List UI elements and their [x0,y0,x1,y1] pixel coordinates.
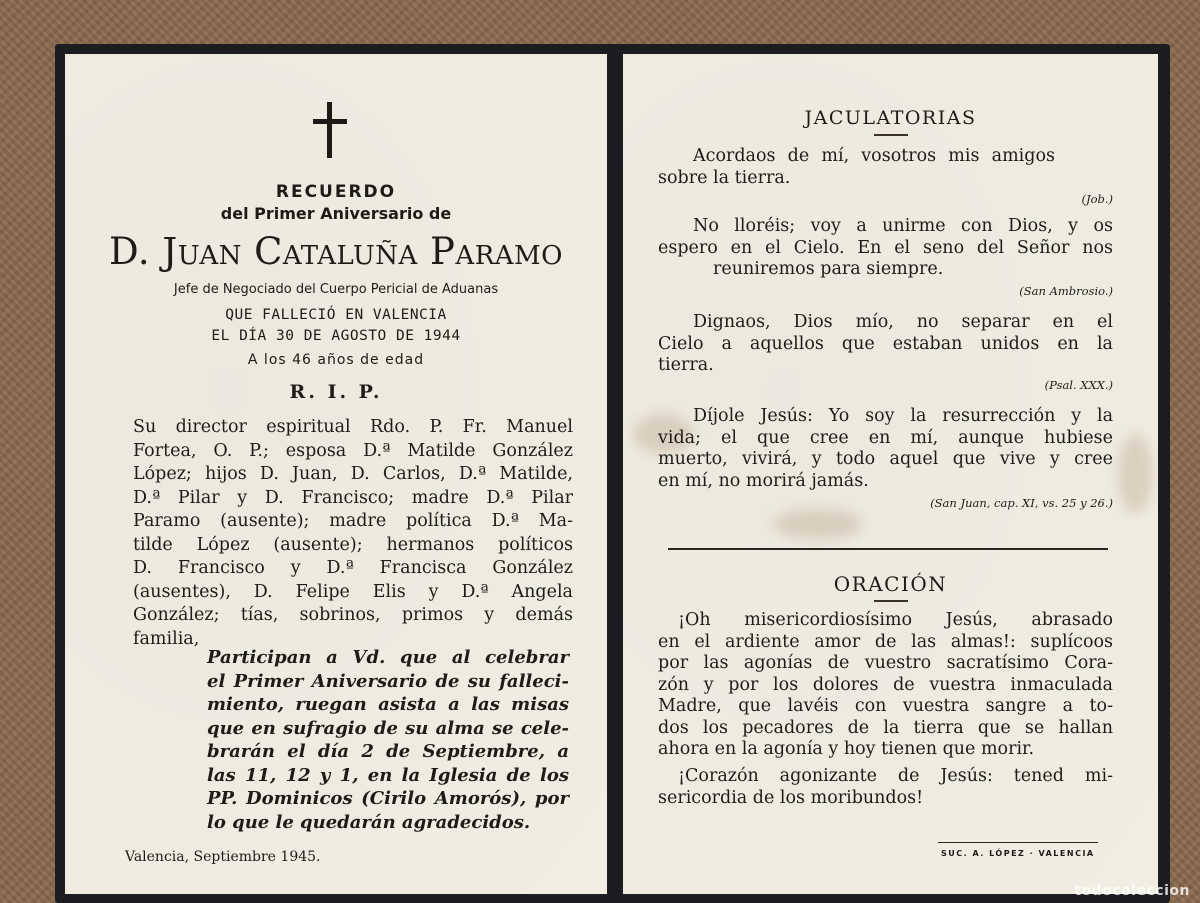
title-ornament [874,600,908,602]
jaculatoria-1 [658,146,1055,189]
text-line: sobre la tierra. [658,167,791,188]
death-place: QUE FALLECIÓ EN VALENCIA [225,307,447,323]
jaculatoria-3 [658,312,1113,377]
section-divider [668,548,1108,550]
jaculatorias-title: JACULATORIAS [804,107,977,129]
text-line: D.ª Pilar y D. Francisco; madre D.ª Pilar [133,487,573,508]
text-line: No lloréis; voy a unirme con Dios, y os [693,216,1113,236]
place-date: Valencia, Septiembre 1945. [125,849,321,865]
text-line: zón y por los dolores de vuestra inmaculada [658,674,1113,695]
citation: (Psal. XXX.) [1044,378,1113,392]
text-line: sericordia de los moribundos! [658,787,924,808]
text-line: brarán el día 2 de Septiembre, a [207,741,569,762]
text-line: miento, ruegan asista a las misas [207,694,569,715]
text-line: que en sufragio de su alma se cele- [207,717,569,739]
citation: (San Ambrosio.) [1019,284,1113,298]
text-line: Madre, que lavéis con vuestra sangre a to- [658,696,1113,716]
text-line: (ausentes), D. Felipe Elis y D.ª Angela [133,581,573,602]
family-paragraph [133,416,573,651]
text-line: Fortea, O. P.; esposa D.ª Matilde González [133,440,573,461]
jaculatoria-2 [658,216,1113,281]
oracion-title: ORACIÓN [833,572,948,596]
citation: (San Juan, cap. XI, vs. 25 y 26.) [930,496,1113,510]
text-line: Participan a Vd. que al celebrar [207,647,569,668]
memorial-card [55,44,1170,903]
text-line: familia, [133,628,200,649]
jaculatoria-4 [658,406,1113,492]
text-line: por las agonías de vuestro sacratísimo Cora- [658,653,1113,673]
text-line: PP. Dominicos (Cirilo Amorós), por [207,788,569,809]
text-line: muerto, vivirá, y todo aquel que vive y cree [658,449,1113,469]
text-line: lo que le quedarán agradecidos. [207,811,531,833]
printer-rule [938,842,1098,843]
oracion-final-paragraph [658,766,1113,809]
text-line: López; hijos D. Juan, D. Carlos, D.ª Matilde, [133,464,573,484]
text-line: espero en el Cielo. En el seno del Señor nos [658,237,1113,258]
cross-icon [313,102,347,158]
text-line: ¡Corazón agonizante de Jesús: tened mi- [678,766,1113,786]
text-line: Su director espiritual Rdo. P. Fr. Manuel [133,417,573,437]
text-line: tierra. [658,355,714,375]
death-date: EL DÍA 30 DE AGOSTO DE 1944 [211,328,461,344]
text-line: ahora en la agonía y hoy tienen que morir. [658,739,1035,759]
paper-stain [1118,434,1153,514]
recuerdo-heading: RECUERDO [275,182,397,202]
text-line: Cielo a aquellos que estaban unidos en la [658,333,1113,354]
text-line: en el ardiente amor de las almas!: suplícoos [658,631,1113,652]
text-line: tilde López (ausente); hermanos políticos [133,534,573,555]
deceased-name: D. Juan Cataluña Paramo [109,230,563,273]
age-at-death: A los 46 años de edad [247,352,425,368]
deceased-title: Jefe de Negociado del Cuerpo Pericial de Aduanas [173,282,499,297]
primer-aniversario-heading: del Primer Aniversario de [220,204,452,223]
text-line: en mí, no morirá jamás. [658,470,869,491]
paper-stain [773,509,863,539]
oracion-paragraph [658,610,1113,761]
text-line: Díjole Jesús: Yo soy la resurrección y la [693,406,1113,426]
text-line: dos los pecadores de la tierra que se hallan [658,717,1113,738]
text-line: Dignaos, Dios mío, no separar en el [693,312,1113,332]
text-line: ¡Oh misericordiosísimo Jesús, abrasado [678,610,1113,630]
text-line: reuniremos para siempre. [713,259,944,279]
text-line: el Primer Aniversario de su falleci- [207,670,569,692]
participan-paragraph [207,646,569,834]
text-line: D. Francisco y D.ª Francisca González [133,558,573,578]
right-panel [623,54,1158,894]
text-line: vida; el que cree en mí, aunque hubiese [658,427,1113,448]
rip-text: R. I. P. [289,381,383,403]
citation: (Job.) [1081,192,1113,206]
text-line: las 11, 12 y 1, en la Iglesia de los [207,764,569,786]
text-line: Acordaos de mí, vosotros mis amigos [693,146,1055,166]
text-line: Paramo (ausente); madre política D.ª Ma- [133,511,573,531]
printer-mark: SUC. A. LÓPEZ · VALENCIA [941,849,1095,858]
watermark: todocoleccion [1074,883,1190,899]
title-ornament [874,134,908,136]
text-line: González; tías, sobrinos, primos y demás [133,605,573,625]
left-panel [65,54,607,894]
